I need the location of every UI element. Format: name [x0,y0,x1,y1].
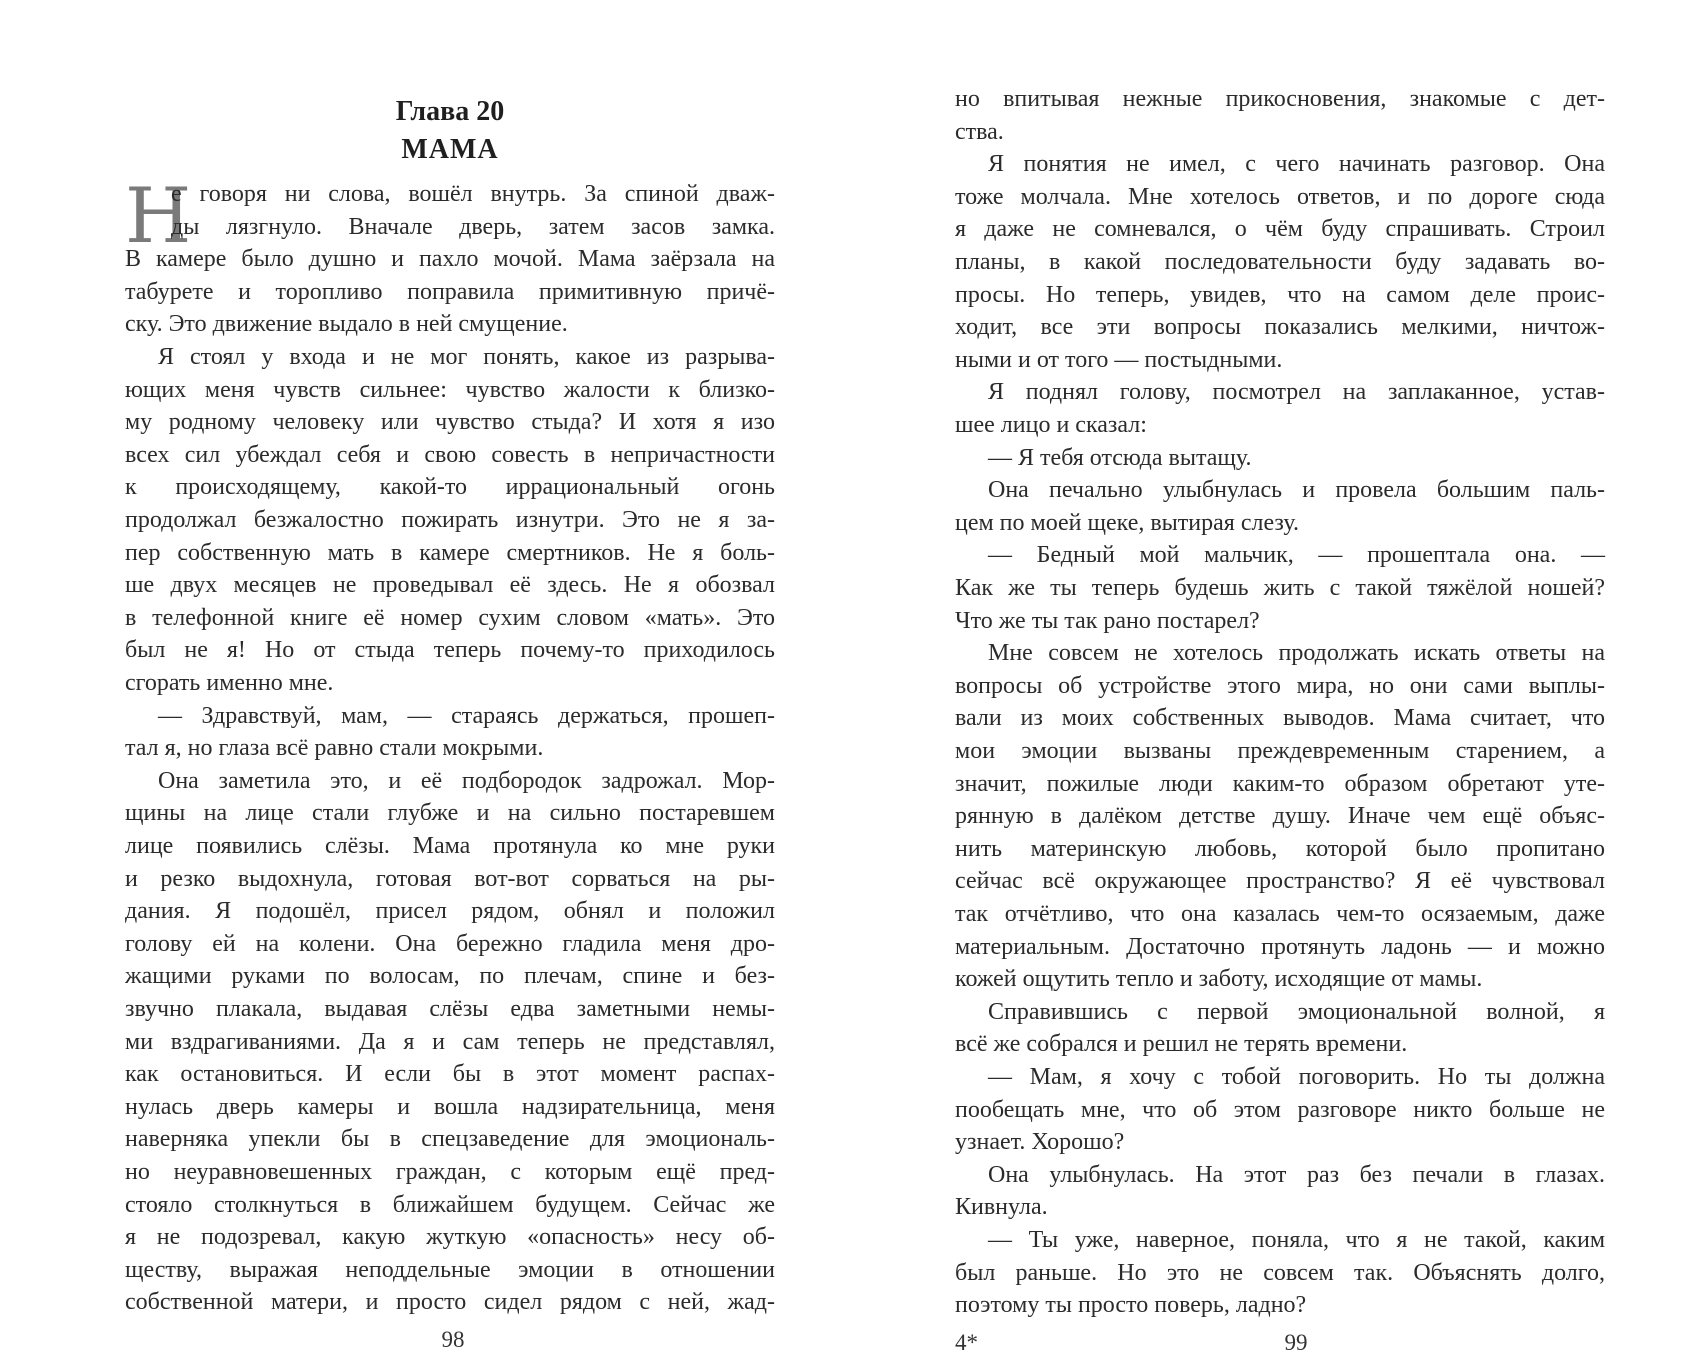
text-line: Я стоял у входа и не мог понять, какое из разрыва- [158,344,775,370]
text-line: Я поднял голову, посмотрел на заплаканное, устав- [988,379,1605,406]
text-line: собственной матери, и просто сидел рядом с ней, жад- [125,1289,775,1316]
text-line: лице появились слёзы. Мама протянула ко мне руки [125,833,775,859]
text-line: ды лязгнуло. Вначале дверь, затем засов замка. [171,213,775,240]
text-line: был не я! Но от стыда теперь почему-то приходилось [125,637,775,664]
text-line: табурете и торопливо поправила примитивную причё- [125,278,775,305]
text-line: Она печально улыбнулась и провела большим паль- [988,477,1605,504]
page-number: 98 [441,1327,465,1352]
text-line: нить материнскую любовь, которой было пропитано [955,835,1605,862]
text-line: сгорать именно мне. [125,670,334,696]
text-line: ходит, все эти вопросы показались мелкими, ничтож- [955,314,1605,341]
text-line: цем по моей щеке, вытирая слезу. [955,509,1299,536]
text-line: Она улыбнулась. На этот раз без печали в глазах. [988,1161,1605,1188]
text-line: Я понятия не имел, с чего начинать разговор. Она [988,151,1605,178]
text-line: поэтому ты просто поверь, ладно? [955,1292,1307,1319]
text-line: значит, пожилые люди каким-то образом обретают уте- [955,770,1605,797]
text-line: пообещать мне, что об этом разговоре никто больше не [955,1096,1605,1123]
text-line: я не подозревал, какую жуткую «опасность» несу об- [125,1224,775,1251]
text-line: Как же ты теперь будешь жить с такой тяжёлой ношей? [955,575,1605,601]
text-line: сейчас всё окружающее пространство? Я её чувствовал [955,868,1605,895]
text-line: наверняка упекли бы в спецзаведение для эмоциональ- [125,1126,775,1153]
text-line: — Мам, я хочу с тобой поговорить. Но ты должна [988,1064,1605,1090]
text-line: тоже молчала. Мне хотелось ответов, и по дороге сюда [955,183,1605,210]
text-line: — Я тебя отсюда вытащу. [988,444,1252,471]
text-line: просы. Но теперь, увидев, что на самом деле проис- [955,281,1605,308]
text-line: Она заметила это, и её подбородок задрожал. Мор- [158,767,775,794]
text-line: му родному человеку или чувство стыда? И хотя я изо [125,409,775,436]
text-line: — Ты уже, наверное, поняла, что я не такой, каким [988,1227,1605,1253]
signature-mark: 4* [955,1330,978,1355]
drop-cap: Н [125,171,192,260]
text-line: Кивнула. [955,1194,1048,1221]
text-line: но впитывая нежные прикосновения, знакомые с дет- [955,86,1605,112]
text-line: всё же собрался и решил не терять времени. [955,1031,1408,1058]
text-line: вали из моих собственных выводов. Мама считает, что [955,705,1605,732]
text-line: в телефонной книге её номер сухим словом «мать». Это [125,604,775,631]
text-line: звучно плакала, выдавая слёзы едва заметными немы- [125,996,775,1022]
text-line: голову ей на колени. Она бережно гладила меня дро- [125,930,775,957]
text-line: и резко выдохнула, готовая вот-вот сорваться на ры- [125,865,775,892]
text-line: был раньше. Но это не совсем так. Объяснять долго, [955,1259,1605,1286]
text-line: нулась дверь камеры и вошла надзирательница, меня [125,1093,775,1120]
text-line: так отчётливо, что она казалась чем-то осязаемым, даже [955,901,1605,927]
text-line: — Здравствуй, мам, — стараясь держаться, прошеп- [158,702,775,729]
text-line: ществу, выражая неподдельные эмоции в отношении [125,1256,775,1283]
text-line: ше двух месяцев не проведывал её здесь. Не я обозвал [125,572,775,599]
text-line: Справившись с первой эмоциональной волной, я [988,998,1605,1025]
text-line: планы, в какой последовательности буду задавать во- [955,249,1605,275]
text-line: пер собственную мать в камере смертников. Не я боль- [125,539,775,566]
text-line: всех сил убеждал себя и свою совесть в непричастности [125,441,775,468]
text-line: продолжал безжалостно пожирать изнутри. Это не я за- [125,507,775,533]
text-line: материальным. Достаточно протянуть ладонь — и можно [955,933,1605,960]
text-line: шее лицо и сказал: [955,412,1147,438]
text-line: В камере было душно и пахло мочой. Мама заёрзала на [125,246,775,273]
text-line: рянную в далёком детстве душу. Иначе чем ещё объяс- [955,803,1605,830]
text-line: как остановиться. И если бы в этот момент распах- [125,1061,775,1088]
text-line: ми вздрагиваниями. Да я и сам теперь не представлял, [125,1028,775,1055]
text-line: но неуравновешенных граждан, с которым ещё пред- [125,1159,775,1185]
text-line: мои эмоции вызваны преждевременным старением, а [955,738,1605,764]
text-line: дания. Я подошёл, присел рядом, обнял и положил [125,898,775,925]
text-line: ными и от того — постыдными. [955,346,1283,373]
text-line: я даже не сомневался, о чём буду спрашивать. Строил [955,216,1605,243]
text-line: ющих меня чувств сильнее: чувство жалости к близко- [125,376,775,403]
text-line: к происходящему, какой-то иррациональный огонь [125,474,775,501]
text-line: Что же ты так рано постарел? [955,607,1260,634]
text-line: жащими руками по волосам, по плечам, спине и без- [125,963,775,990]
text-line: узнает. Хорошо? [955,1129,1125,1156]
chapter-number: Глава 20 [395,96,505,127]
text-line: е говоря ни слова, вошёл внутрь. За спиной дваж- [171,181,775,207]
chapter-title: МАМА [401,134,499,165]
page-number: 99 [1284,1330,1308,1355]
text-line: — Бедный мой мальчик, — прошептала она. — [988,542,1605,569]
text-line: Мне совсем не хотелось продолжать искать ответы на [988,640,1605,667]
text-line: ства. [955,118,1004,145]
text-line: стояло столкнуться в ближайшем будущем. Сейчас же [125,1191,775,1218]
text-line: тал я, но глаза всё равно стали мокрыми. [125,735,544,762]
text-line: ску. Это движение выдало в ней смущение. [125,311,568,338]
text-line: щины на лице стали глубже и на сильно постаревшем [125,800,775,827]
text-line: вопросы об устройстве этого мира, но они сами выплы- [955,672,1605,699]
text-line: кожей ощутить тепло и заботу, исходящие от мамы. [955,966,1483,993]
